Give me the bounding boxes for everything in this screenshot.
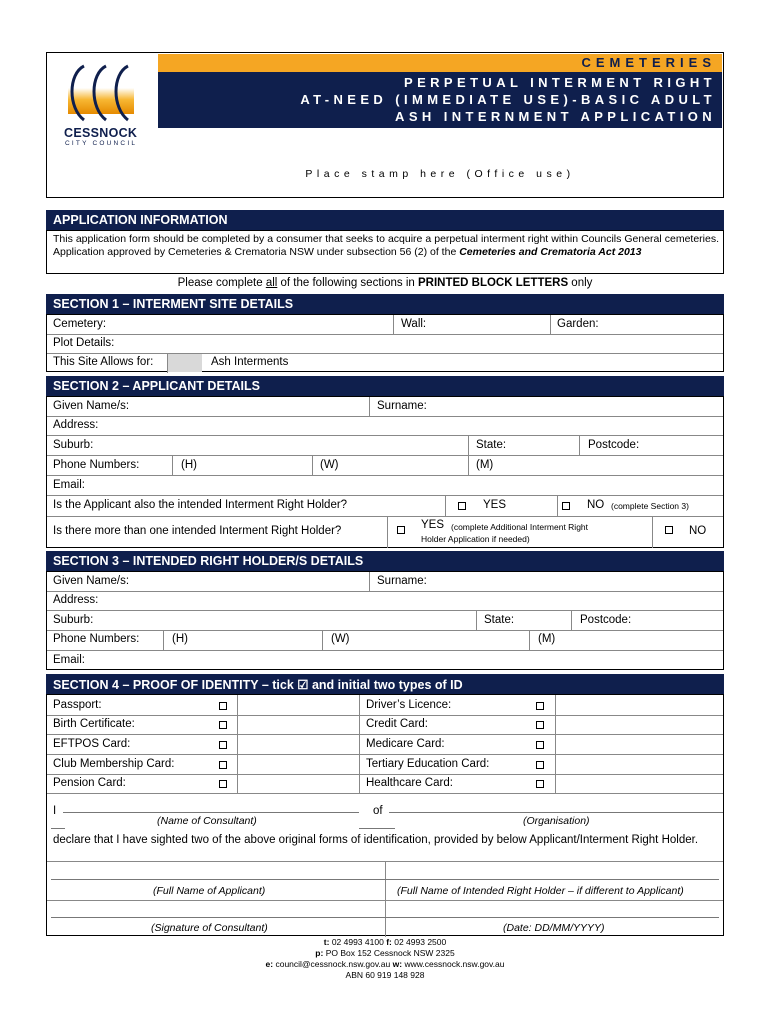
wall-label: Wall: <box>401 318 427 330</box>
applicant-phone-m: (M) <box>476 459 494 471</box>
id-tertiary-checkbox[interactable] <box>536 761 544 769</box>
q1-yes-label: YES <box>483 499 507 511</box>
id-birth-certificate-label: Birth Certificate: <box>53 718 135 730</box>
holder-state-label: State: <box>484 614 515 626</box>
applicant-suburb-label: Suburb: <box>53 439 94 451</box>
section4-heading: SECTION 4 – PROOF OF IDENTITY – tick ☑ and initial two types of ID <box>46 674 724 694</box>
cemetery-input[interactable] <box>166 333 723 352</box>
application-info-text <box>53 233 719 258</box>
cemetery-label: Cemetery: <box>53 318 107 330</box>
footer-p-label: p: <box>315 948 324 958</box>
q2-no-checkbox[interactable] <box>665 526 673 534</box>
footer-post <box>0 948 770 958</box>
id-birth-certificate-checkbox[interactable] <box>219 721 227 729</box>
instruction-mid: of the following sections in <box>277 277 418 289</box>
applicant-postcode-label: Postcode: <box>588 439 640 451</box>
instruction-all: all <box>265 277 278 289</box>
instruction-pre: Please complete <box>177 277 266 289</box>
q2-no-label: NO <box>689 525 707 537</box>
category-label: CEMETERIES <box>581 55 716 70</box>
holder-given-name-label: Given Name/s: <box>53 575 130 587</box>
footer-t: 02 4993 4100 <box>331 937 384 947</box>
footer-f: 02 4993 2500 <box>394 937 447 947</box>
holder-suburb-label: Suburb: <box>53 614 94 626</box>
declaration-i: I <box>53 805 57 817</box>
id-pension-label: Pension Card: <box>53 777 126 789</box>
section4-table <box>46 694 724 936</box>
holder-phone-m: (M) <box>538 633 556 645</box>
holder-phone-label: Phone Numbers: <box>53 633 140 645</box>
application-info-heading: APPLICATION INFORMATION <box>46 210 724 230</box>
section3-table <box>46 571 724 670</box>
id-healthcare-checkbox[interactable] <box>536 780 544 788</box>
q1-no-checkbox[interactable] <box>562 502 570 510</box>
holder-postcode-label: Postcode: <box>580 614 632 626</box>
q1-no-label: NO <box>587 499 605 511</box>
holder-email-label: Email: <box>53 654 85 666</box>
category-bar <box>158 54 722 72</box>
logo-sub: CITY COUNCIL <box>65 140 138 147</box>
q2-yes-checkbox[interactable] <box>397 526 405 534</box>
id-tertiary-label: Tertiary Education Card: <box>366 758 490 770</box>
id-passport-label: Passport: <box>53 699 102 711</box>
id-pension-checkbox[interactable] <box>219 780 227 788</box>
section2-heading: SECTION 2 – APPLICANT DETAILS <box>46 376 724 396</box>
section2-table <box>46 396 724 548</box>
signature-caption: (Signature of Consultant) <box>151 922 268 934</box>
footer-t-label: t: <box>323 937 330 947</box>
footer-web <box>0 959 770 969</box>
title-line-1: PERPETUAL INTERMENT RIGHT <box>404 75 716 90</box>
holder-name-input[interactable] <box>388 878 722 898</box>
declaration-of: of <box>373 805 383 817</box>
site-allows-value: Ash Interments <box>211 356 289 368</box>
applicant-phone-label: Phone Numbers: <box>53 459 140 471</box>
form-title-block <box>158 72 722 128</box>
declaration-text: declare that I have sighted two of the above original forms of identification, provided by below Applicant/Interment Right Holder. <box>53 834 699 846</box>
logo-name: CESSNOCK <box>64 126 138 140</box>
title-line-3: ASH INTERNMENT APPLICATION <box>395 109 716 124</box>
garden-label: Garden: <box>557 318 599 330</box>
footer-website-link[interactable]: www.cessnock.nsw.gov.au <box>404 959 505 969</box>
holder-phone-h: (H) <box>172 633 188 645</box>
info-act: Cemeteries and Crematoria Act 2013 <box>459 245 642 258</box>
id-healthcare-label: Healthcare Card: <box>366 777 453 789</box>
footer-abn: ABN 60 919 148 928 <box>345 970 425 980</box>
holder-phone-w: (W) <box>331 633 350 645</box>
section1-heading: SECTION 1 – INTERMENT SITE DETAILS <box>46 294 724 314</box>
holder-surname-label: Surname: <box>377 575 427 587</box>
info-body: This application form should be completed by a consumer that seeks to acquire a perpetual interment right within Councils General cemeteries. Application approved by Cemeteries & Crematoria NSW under subsection 56 (2) of the <box>53 233 719 258</box>
section3-heading: SECTION 3 – INTENDED RIGHT HOLDER/S DETAILS <box>46 551 724 571</box>
council-logo <box>50 58 150 150</box>
instruction-bold: PRINTED BLOCK LETTERS <box>417 277 569 289</box>
q1-label: Is the Applicant also the intended Interment Right Holder? <box>53 499 348 511</box>
stamp-area-label: Place stamp here (Office use) <box>305 168 575 180</box>
applicant-email-label: Email: <box>53 479 85 491</box>
q2-yes-note-1: (complete Additional Interment Right <box>451 522 589 532</box>
footer-e-label: e: <box>265 959 274 969</box>
id-credit-card-label: Credit Card: <box>366 718 428 730</box>
id-club-membership-label: Club Membership Card: <box>53 758 175 770</box>
title-line-2: AT-NEED (IMMEDIATE USE)-BASIC ADULT <box>300 92 716 107</box>
id-eftpos-label: EFTPOS Card: <box>53 738 131 750</box>
id-club-membership-checkbox[interactable] <box>219 761 227 769</box>
q2-yes-label: YES <box>421 519 445 531</box>
plot-details-label: Plot Details: <box>53 337 115 349</box>
site-allows-label: This Site Allows for: <box>53 356 154 368</box>
instruction-line <box>0 277 770 289</box>
applicant-surname-label: Surname: <box>377 400 427 412</box>
id-medicare-checkbox[interactable] <box>536 741 544 749</box>
applicant-name-input[interactable] <box>50 878 380 898</box>
q1-no-note: (complete Section 3) <box>611 501 689 511</box>
q2-yes-note-2: Holder Application if needed) <box>421 534 530 544</box>
id-credit-card-checkbox[interactable] <box>536 721 544 729</box>
applicant-given-name-label: Given Name/s: <box>53 400 130 412</box>
id-passport-checkbox[interactable] <box>219 702 227 710</box>
footer-phone <box>0 937 770 947</box>
id-drivers-licence-checkbox[interactable] <box>536 702 544 710</box>
q1-yes-checkbox[interactable] <box>458 502 466 510</box>
footer-email-link[interactable]: council@cessnock.nsw.gov.au <box>275 959 391 969</box>
id-medicare-label: Medicare Card: <box>366 738 445 750</box>
applicant-name-caption: (Full Name of Applicant) <box>153 885 266 897</box>
id-drivers-licence-label: Driver’s Licence: <box>366 699 452 711</box>
consultant-name-caption: (Name of Consultant) <box>157 815 257 827</box>
footer-w-label: w: <box>392 959 403 969</box>
date-caption: (Date: DD/MM/YYYY) <box>503 922 605 934</box>
applicant-state-label: State: <box>476 439 507 451</box>
holder-name-caption: (Full Name of Intended Right Holder – if different to Applicant) <box>397 885 684 897</box>
applicant-phone-h: (H) <box>181 459 197 471</box>
footer-f-label: f: <box>386 937 392 947</box>
id-eftpos-checkbox[interactable] <box>219 741 227 749</box>
organisation-caption: (Organisation) <box>523 815 590 827</box>
q2-label: Is there more than one intended Interment Right Holder? <box>53 525 342 537</box>
applicant-phone-w: (W) <box>320 459 339 471</box>
footer-p: PO Box 152 Cessnock NSW 2325 <box>325 948 455 958</box>
instruction-post: only <box>568 277 593 289</box>
applicant-address-label: Address: <box>53 419 99 431</box>
holder-address-label: Address: <box>53 594 99 606</box>
